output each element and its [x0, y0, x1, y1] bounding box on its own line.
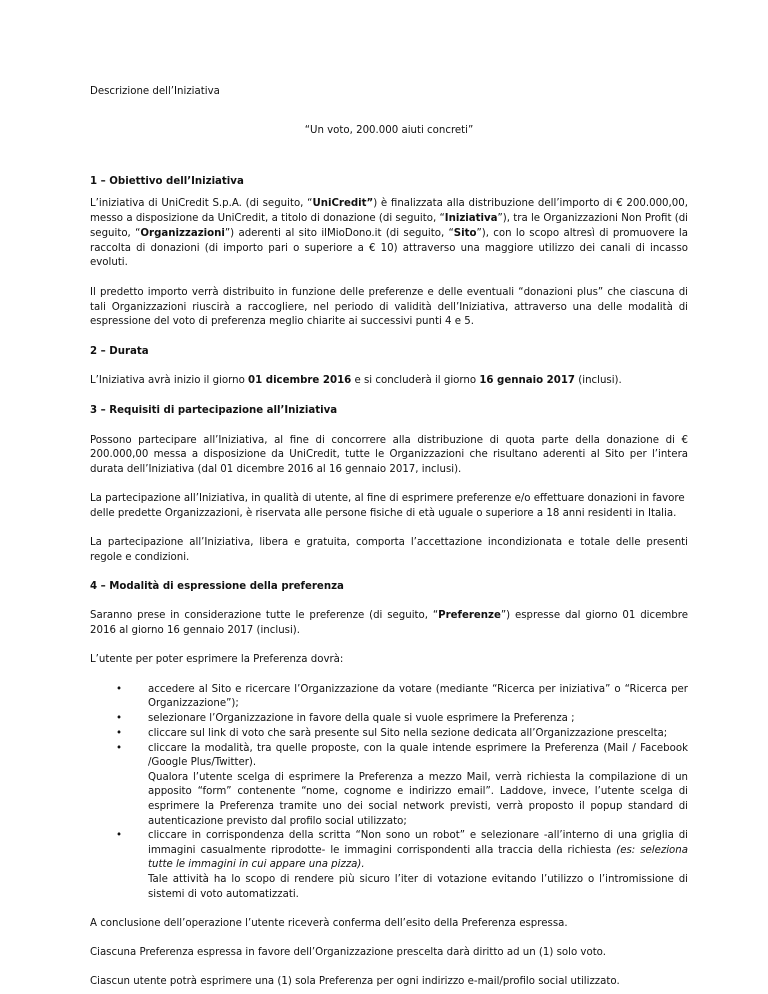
s3-p1-line-1: Possono partecipare all’Iniziativa, al fine di concorrere alla distribuzione di quota parte della donazione di € — [90, 435, 688, 446]
s4-p1-line-1: Saranno prese in considerazione tutte le preferenze (di seguito, “Preferenze”) espresse dal giorno 01 dicembre — [90, 610, 688, 621]
bullet-5-line-5: sistemi di voto automatizzati. — [148, 889, 299, 900]
section-2-heading: 2 – Durata — [90, 346, 149, 357]
bullet-5-line-4: Tale attività ha lo scopo di rendere più sicuro l’iter di votazione evitando l’utilizzo o l’intromissione di — [148, 874, 688, 885]
s3-p3-line-2: regole e condizioni. — [90, 552, 190, 563]
bullet-dot: • — [116, 728, 123, 739]
s3-p1-line-3: durata dell’Iniziativa (dal 01 dicembre 2016 al 16 gennaio 2017, inclusi). — [90, 464, 462, 475]
bullet-4-line-1: cliccare la modalità, tra quelle proposte, con la quale intende esprimere la Preferenza (Mail / Facebook — [148, 743, 688, 754]
bullet-2-line-1: selezionare l’Organizzazione in favore della quale si vuole esprimere la Preferenza ; — [148, 713, 575, 724]
bullet-dot: • — [116, 743, 123, 754]
bullet-5-line-3: tutte le immagini in cui appare una pizza). — [148, 859, 365, 870]
s1-p2-line-3: espressione del voto di preferenza meglio chiarite ai successivi punti 4 e 5. — [90, 316, 474, 327]
s1-p2-line-1: Il predetto importo verrà distribuito in funzione delle preferenze e delle eventuali “donazioni plus” che ciascuna di — [90, 287, 688, 298]
bullet-4-line-6: autenticazione previsto dal profilo social utilizzato; — [148, 816, 407, 827]
bullet-4-line-4: apposito “form” contenente “nome, cognome e indirizzo email”. Laddove, invece, l’utente scelga di — [148, 786, 688, 797]
s1-p2-line-2: tali Organizzazioni riuscirà a raccogliere, nel periodo di validità dell’Iniziativa, attraverso una delle modalità di — [90, 302, 688, 313]
bullet-1-line-1: accedere al Sito e ricercare l’Organizzazione da votare (mediante “Ricerca per iniziativa” o “Ricerca per — [148, 684, 688, 695]
s1-p1-line-2: messo a disposizione da UniCredit, a titolo di donazione (di seguito, “Iniziativa”), tra le Organizzazioni Non Profit (di — [90, 213, 688, 224]
bullet-dot: • — [116, 684, 123, 695]
s4-intro: L’utente per poter esprimere la Preferenza dovrà: — [90, 654, 344, 665]
s1-p1-line-4: raccolta di donazioni (di importo pari o superiore a € 10) attraverso una maggiore utilizzo dei canali di incasso — [90, 243, 688, 254]
bullet-dot: • — [116, 713, 123, 724]
s1-p1-line-1: L’iniziativa di UniCredit S.p.A. (di seguito, “UniCredit”) è finalizzata alla distribuzione dell’importo di € 200.000,00, — [90, 198, 688, 209]
s4-closing-1: A conclusione dell’operazione l’utente riceverà conferma dell’esito della Preferenza espressa. — [90, 918, 568, 929]
bullet-3-line-1: cliccare sul link di voto che sarà presente sul Sito nella sezione dedicata all’Organizzazione prescelta; — [148, 728, 668, 739]
s1-p1-line-3: seguito, “Organizzazioni”) aderenti al sito ilMioDono.it (di seguito, “Sito”), con lo scopo altresì di promuovere la — [90, 228, 689, 239]
document-label: Descrizione dell’Iniziativa — [90, 86, 220, 97]
section-4-heading: 4 – Modalità di espressione della preferenza — [90, 581, 344, 592]
bullet-5-line-2: immagini casualmente riprodotte- le immagini corrispondenti alla traccia della richiesta (es: seleziona — [148, 845, 688, 856]
section-1-heading: 1 – Obiettivo dell’Iniziativa — [90, 176, 244, 187]
s4-closing-2: Ciascuna Preferenza espressa in favore dell’Organizzazione prescelta darà diritto ad un (1) solo voto. — [90, 947, 606, 958]
bullet-4-line-2: /Google Plus/Twitter). — [148, 757, 257, 768]
bullet-dot: • — [116, 830, 123, 841]
s3-p3-line-1: La partecipazione all’Iniziativa, libera e gratuita, comporta l’accettazione incondizionata e totale delle presenti — [90, 537, 688, 548]
s3-p2-line-1: La partecipazione all’Iniziativa, in qualità di utente, al fine di esprimere preferenze e/o effettuare donazioni in favore — [90, 493, 685, 504]
bullet-4-line-5: esprimere la Preferenza tramite uno dei social network previsti, verrà proposto il popup standard di — [148, 801, 688, 812]
s4-p1-line-2: 2016 al giorno 16 gennaio 2017 (inclusi). — [90, 625, 301, 636]
initiative-subtitle: “Un voto, 200.000 aiuti concreti” — [304, 125, 474, 136]
section-3-heading: 3 – Requisiti di partecipazione all’Iniziativa — [90, 405, 338, 416]
bullet-4-line-3: Qualora l’utente scelga di esprimere la Preferenza a mezzo Mail, verrà richiesta la compilazione di un — [148, 772, 688, 783]
s3-p1-line-2: 200.000,00 messa a disposizione da UniCredit, tutte le Organizzazioni che risultano aderenti al Sito per l’intera — [90, 449, 688, 460]
s2-text: L’Iniziativa avrà inizio il giorno 01 dicembre 2016 e si concluderà il giorno 16 gennaio 2017 (inclusi). — [90, 375, 622, 386]
s1-p1-line-5: evoluti. — [90, 257, 128, 268]
s4-closing-3: Ciascun utente potrà esprimere una (1) sola Preferenza per ogni indirizzo e-mail/profilo social utilizzato. — [90, 976, 620, 987]
s3-p2-line-2: delle predette Organizzazioni, è riservata alle persone fisiche di età uguale o superiore a 18 anni residenti in Italia. — [90, 508, 677, 519]
bullet-1-line-2: Organizzazione”); — [148, 698, 239, 709]
bullet-5-line-1: cliccare in corrispondenza della scritta “Non sono un robot” e selezionare -all’interno di una griglia di — [148, 830, 688, 841]
